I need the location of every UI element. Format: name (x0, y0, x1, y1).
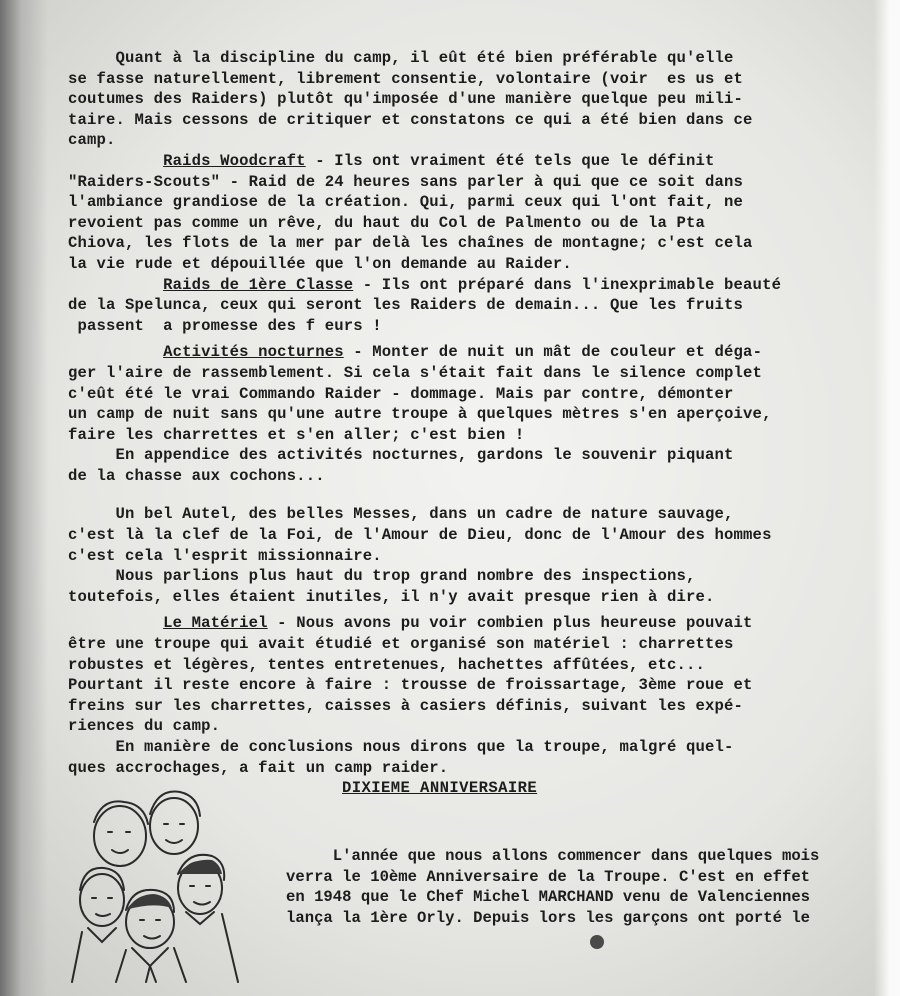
heading-activites-nocturnes: Activités nocturnes (163, 343, 344, 362)
text-line: revoient pas comme un rêve, du haut du Col de Palmento ou de la Pta (68, 213, 706, 232)
text-line: en 1948 que le Chef Michel MARCHAND venu de Valenciennes (286, 888, 811, 907)
text-line: Un bel Autel, des belles Messes, dans un cadre de nature sauvage, (68, 505, 734, 524)
heading-le-materiel: Le Matériel (163, 614, 268, 633)
text-line: Nous parlions plus haut du trop grand nombre des inspections, (68, 567, 696, 586)
text-line: Activités nocturnes - Monter de nuit un mât de couleur et déga- (163, 343, 763, 362)
heading-raids-1ere-classe: Raids de 1ère Classe (163, 275, 354, 294)
text-line: coutumes des Raiders) plutôt qu'imposée d'une manière quelque peu mili- (68, 90, 744, 109)
text-line: ques accrochages, a fait un camp raider. (68, 758, 449, 777)
text-line: robustes et légères, tentes entretenues, hachettes affûtées, etc... (68, 655, 706, 674)
text-line: En appendice des activités nocturnes, gardons le souvenir piquant (68, 446, 734, 465)
text-line: camp. (68, 131, 116, 150)
text-line: c'est là la clef de la Foi, de l'Amour de Dieu, donc de l'Amour des hommes (68, 526, 772, 545)
text-line: un camp de nuit sans qu'une autre troupe à quelques mètres s'en aperçoive, (68, 405, 772, 424)
text-line: verra le 10ème Anniversaire de la Troupe. C'est en effet (286, 867, 811, 886)
text-line: toutefois, elles étaient inutiles, il n'y avait presque rien à dire. (68, 587, 715, 606)
text-line: Raids de 1ère Classe - Ils ont préparé dans l'inexprimable beauté (163, 275, 782, 294)
text-line: c'eût été le vrai Commando Raider - dommage. Mais par contre, démonter (68, 384, 734, 403)
body-text (68, 48, 884, 778)
text-line: c'est cela l'esprit missionnaire. (68, 546, 382, 565)
text-line: de la Spelunca, ceux qui seront les Raiders de demain... Que les fruits (68, 296, 744, 315)
text-line: freins sur les charrettes, caisses à casiers définis, suivant les expé- (68, 696, 744, 715)
scouts-drawing (62, 782, 258, 988)
section-title: DIXIEME ANNIVERSAIRE (342, 779, 538, 797)
text-line: riences du camp. (68, 717, 221, 736)
punch-hole (590, 935, 604, 949)
text-line: Le Matériel - Nous avons pu voir combien plus heureuse pouvait (163, 614, 753, 633)
anniversary-text (286, 846, 886, 928)
text-line: Chiova, les flots de la mer par delà les chaînes de montagne; c'est cela (68, 234, 753, 253)
text-line: Raids Woodcraft - Ils ont vraiment été tels que le définit (163, 151, 715, 170)
text-line: faire les charrettes et s'en aller; c'est bien ! (68, 425, 525, 444)
text-line: se fasse naturellement, librement consentie, volontaire (voir es us et (68, 69, 744, 88)
text-line: L'année que nous allons commencer dans quelques mois (286, 847, 820, 865)
text-line: de la chasse aux cochons... (68, 466, 325, 485)
text-line: Pourtant il reste encore à faire : trousse de froissartage, 3ème roue et (68, 676, 753, 695)
text-line: la vie rude et dépouillée que l'on demande au Raider. (68, 254, 572, 273)
text-line: lança la 1ère Orly. Depuis lors les garçons ont porté le (286, 908, 811, 927)
text-line: ger l'aire de rassemblement. Si cela s'était fait dans le silence complet (68, 363, 763, 382)
text-line: l'ambiance grandiose de la création. Qui, parmi ceux qui l'ont fait, ne (68, 193, 744, 212)
heading-raids-woodcraft: Raids Woodcraft (163, 151, 306, 170)
scan-shadow-left (0, 0, 48, 996)
text-line: "Raiders-Scouts" - Raid de 24 heures sans parler à qui que ce soit dans (68, 172, 744, 191)
text-line: être une troupe qui avait étudié et organisé son matériel : charrettes (68, 635, 734, 654)
text-line: taire. Mais cessons de critiquer et constatons ce qui a été bien dans ce (68, 110, 753, 129)
text-line: En manière de conclusions nous dirons que la troupe, malgré quel- (68, 738, 734, 756)
text-line: passent a promesse des f eurs ! (68, 316, 382, 335)
text-line: Quant à la discipline du camp, il eût été bien préférable qu'elle (68, 49, 734, 67)
